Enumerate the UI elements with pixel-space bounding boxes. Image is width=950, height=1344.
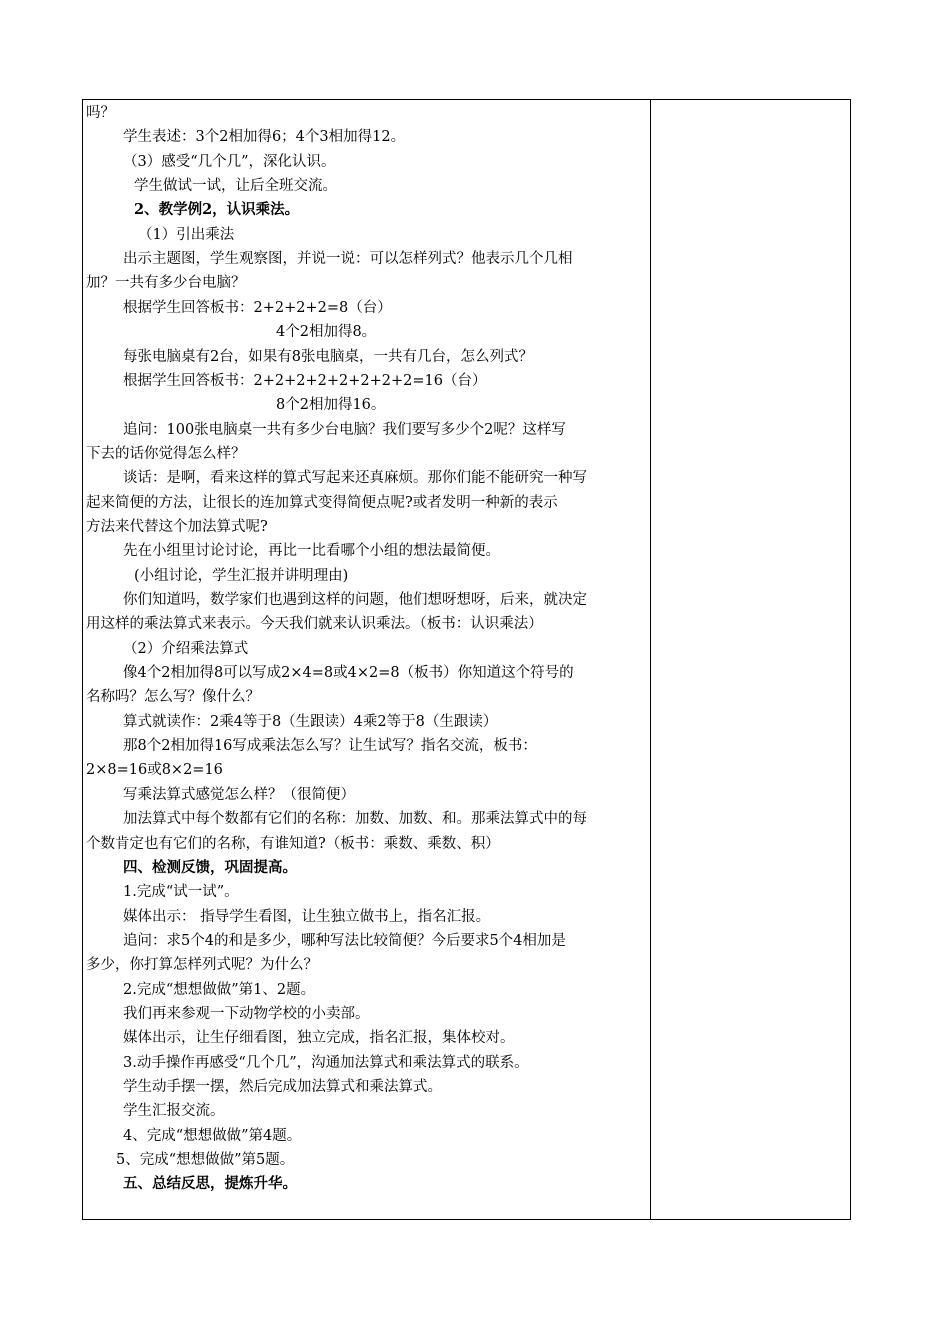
- text-line: 4、完成“想想做做”第4题。: [123, 1127, 302, 1144]
- text-line: 加法算式中每个数都有它们的名称：加数、加数、和。那乘法算式中的每: [123, 811, 587, 828]
- text-line: 方法来代替这个加法算式呢?: [86, 518, 268, 535]
- text-line: 加？一共有多少台电脑？: [86, 275, 246, 292]
- text-line: 个数肯定也有它们的名称，有谁知道?（板书：乘数、乘数、积）: [86, 835, 500, 852]
- text-line: 下去的话你觉得怎么样？: [86, 445, 246, 462]
- text-line: 像4个2相加得8可以写成2×4=8或4×2=8（板书）你知道这个符号的: [123, 665, 574, 682]
- text-line: 5、完成“想想做做”第5题。: [116, 1152, 295, 1169]
- text-line: 学生汇报交流。: [123, 1103, 225, 1120]
- text-line: 算式就读作：2乘4等于8（生跟读）4乘2等于8（生跟读）: [123, 713, 498, 730]
- text-line: 4个2相加得8。: [276, 324, 377, 341]
- text-line: (小组讨论，学生汇报并讲明理由): [134, 567, 349, 584]
- text-line: 出示主题图，学生观察图，并说一说：可以怎样列式？他表示几个几相: [123, 251, 573, 268]
- text-line: 媒体出示： 指导学生看图，让生独立做书上，指名汇报。: [123, 908, 491, 925]
- text-line: （2）介绍乘法算式: [123, 640, 249, 657]
- text-line: 根据学生回答板书：2+2+2+2+2+2+2+2=16（台）: [123, 372, 487, 389]
- text-line: 2、教学例2，认识乘法。: [134, 201, 300, 219]
- text-line: 吗？: [86, 105, 115, 121]
- lesson-plan-table: [82, 99, 851, 1220]
- text-line: 学生动手摆一摆，然后完成加法算式和乘法算式。: [123, 1079, 442, 1095]
- text-line: 那8个2相加得16写成乘法怎么写？让生试写？指名交流，板书：: [123, 738, 537, 755]
- notes-cell: [651, 100, 850, 1219]
- text-line: 四、检测反馈，巩固提高。: [123, 858, 297, 876]
- text-line: 五、总结反思，提炼升华。: [123, 1175, 297, 1193]
- text-line: 学生表述：3个2相加得6；4个3相加得12。: [123, 129, 406, 146]
- text-line: 根据学生回答板书：2+2+2+2=8（台）: [123, 299, 392, 316]
- text-line: 名称吗？怎么写？像什么？: [86, 689, 260, 706]
- text-line: 多少，你打算怎样列式呢？为什么？: [86, 957, 318, 974]
- text-line: 你们知道吗，数学家们也遇到这样的问题，他们想呀想呀，后来，就决定: [123, 592, 587, 608]
- text-line: （1）引出乘法: [138, 226, 235, 243]
- text-line: 写乘法算式感觉怎么样？（很简便）: [123, 786, 355, 803]
- text-line: 3.动手操作再感受“几个几”，沟通加法算式和乘法算式的联系。: [123, 1054, 529, 1071]
- text-line: 追问：100张电脑桌一共有多少台电脑？我们要写多少个2呢？这样写: [123, 421, 566, 438]
- text-line: 谈话：是啊，看来这样的算式写起来还真麻烦。那你们能不能研究一种写: [123, 470, 587, 487]
- text-line: 先在小组里讨论讨论，再比一比看哪个小组的想法最简便。: [123, 543, 500, 560]
- text-line: 媒体出示，让生仔细看图，独立完成，指名汇报，集体校对。: [123, 1030, 515, 1047]
- text-line: 2×8=16或8×2=16: [86, 762, 223, 779]
- text-line: 8个2相加得16。: [276, 397, 386, 414]
- text-line: 用这样的乘法算式来表示。今天我们就来认识乘法。（板书：认识乘法）: [86, 616, 543, 633]
- text-line: 起来简便的方法，让很长的连加算式变得简便点呢?或者发明一种新的表示: [86, 494, 558, 511]
- text-line: 学生做试一试，让后全班交流。: [134, 178, 337, 195]
- text-line: 1.完成“试一试”。: [123, 884, 239, 901]
- text-line: 我们再来参观一下动物学校的小卖部。: [123, 1005, 370, 1022]
- text-line: 每张电脑桌有2台，如果有8张电脑桌，一共有几台，怎么列式？: [123, 348, 533, 365]
- text-line: 追问：求5个4的和是多少，哪种写法比较简便？今后要求5个4相加是: [123, 932, 566, 949]
- text-line: （3）感受“几个几”，深化认识。: [123, 153, 336, 170]
- text-line: 2.完成“想想做做”第1、2题。: [123, 981, 316, 998]
